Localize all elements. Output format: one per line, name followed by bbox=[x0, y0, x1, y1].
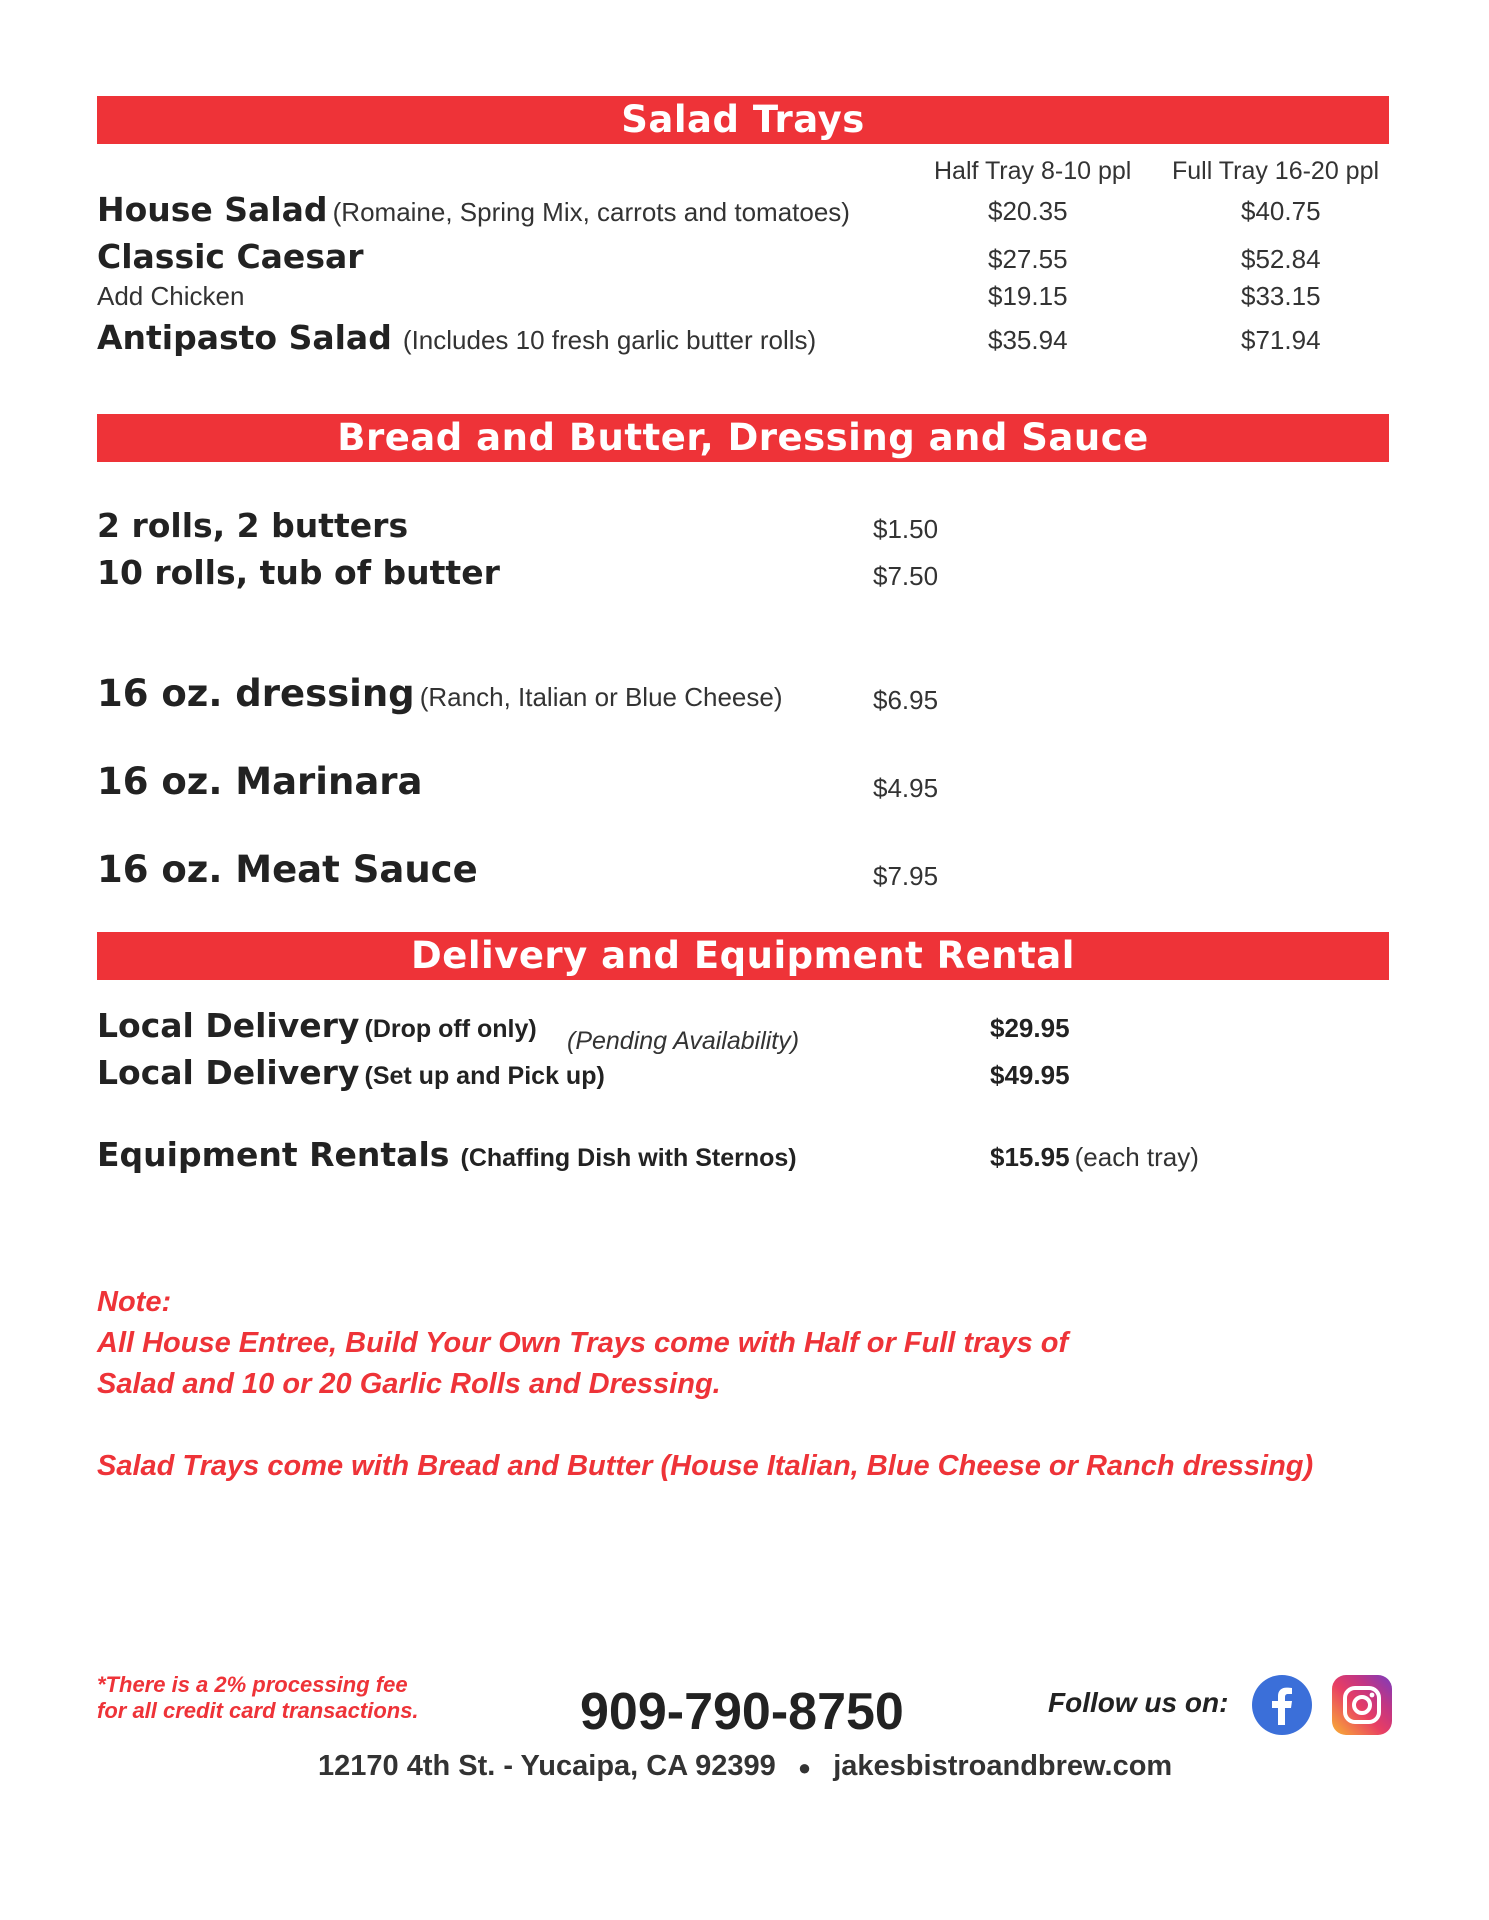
note-line: All House Entree, Build Your Own Trays come with Half or Full trays of bbox=[97, 1327, 1069, 1359]
note-line: Salad Trays come with Bread and Butter (House Italian, Blue Cheese or Ranch dressing) bbox=[97, 1450, 1314, 1482]
bread-item-dressing bbox=[97, 672, 783, 715]
item-description: (Ranch, Italian or Blue Cheese) bbox=[419, 682, 783, 712]
delivery-item-setup bbox=[97, 1053, 605, 1092]
item-description: (Romaine, Spring Mix, carrots and tomatoes) bbox=[332, 197, 850, 227]
price: $29.95 bbox=[990, 1013, 1070, 1043]
bread-item-10-rolls: 10 rolls, tub of butter bbox=[97, 553, 500, 592]
phone-number[interactable]: 909-790-8750 bbox=[580, 1683, 904, 1741]
price: $1.50 bbox=[873, 514, 939, 544]
item-name: House Salad bbox=[97, 190, 328, 229]
price-full: $40.75 bbox=[1241, 196, 1321, 226]
half-tray-column-header: Half Tray 8-10 ppl bbox=[934, 157, 1132, 185]
price-half: $35.94 bbox=[988, 325, 1068, 355]
price-full: $33.15 bbox=[1241, 281, 1321, 311]
price-half: $20.35 bbox=[988, 196, 1068, 226]
salad-item-antipasto bbox=[97, 318, 816, 357]
footer-address-line bbox=[318, 1750, 1172, 1783]
price-half: $19.15 bbox=[988, 281, 1068, 311]
item-description: (Includes 10 fresh garlic butter rolls) bbox=[402, 325, 817, 355]
pending-availability-note: (Pending Availability) bbox=[567, 1027, 800, 1055]
price: $6.95 bbox=[873, 685, 939, 715]
item-description: (Chaffing Dish with Sternos) bbox=[460, 1144, 797, 1172]
equipment-rental-item bbox=[97, 1135, 797, 1174]
item-name: Antipasto Salad bbox=[97, 318, 392, 357]
salad-item-add-chicken: Add Chicken bbox=[97, 281, 245, 311]
fee-line: *There is a 2% processing fee bbox=[97, 1672, 408, 1697]
item-name: Local Delivery bbox=[97, 1053, 360, 1092]
item-description: (Drop off only) bbox=[364, 1015, 537, 1043]
price: $15.95 bbox=[990, 1142, 1070, 1172]
price-half: $27.55 bbox=[988, 244, 1068, 274]
note-line: Salad and 10 or 20 Garlic Rolls and Dressing. bbox=[97, 1368, 721, 1400]
item-name: Equipment Rentals bbox=[97, 1135, 450, 1174]
item-description: (Set up and Pick up) bbox=[364, 1062, 605, 1090]
website-link[interactable]: jakesbistroandbrew.com bbox=[833, 1750, 1173, 1782]
instagram-icon[interactable] bbox=[1332, 1675, 1392, 1735]
salad-trays-header: Salad Trays bbox=[97, 96, 1389, 144]
price-full: $71.94 bbox=[1241, 325, 1321, 355]
item-name: Local Delivery bbox=[97, 1006, 360, 1045]
price: $4.95 bbox=[873, 773, 939, 803]
bread-item-marinara: 16 oz. Marinara bbox=[97, 760, 423, 803]
facebook-icon[interactable] bbox=[1252, 1675, 1312, 1735]
follow-us-label: Follow us on: bbox=[1048, 1687, 1229, 1718]
price: $7.95 bbox=[873, 861, 939, 891]
equipment-price bbox=[990, 1142, 1199, 1173]
bread-item-meat-sauce: 16 oz. Meat Sauce bbox=[97, 848, 478, 891]
street-address: 12170 4th St. - Yucaipa, CA 92399 bbox=[318, 1750, 776, 1782]
price: $7.50 bbox=[873, 561, 939, 591]
price-full: $52.84 bbox=[1241, 244, 1321, 274]
delivery-header: Delivery and Equipment Rental bbox=[97, 932, 1389, 980]
price: $49.95 bbox=[990, 1060, 1070, 1090]
processing-fee-note bbox=[97, 1672, 419, 1724]
bread-butter-header: Bread and Butter, Dressing and Sauce bbox=[97, 414, 1389, 462]
fee-line: for all credit card transactions. bbox=[97, 1698, 419, 1723]
item-name: 16 oz. dressing bbox=[97, 672, 415, 715]
salad-item-house bbox=[97, 190, 850, 229]
delivery-item-drop-off bbox=[97, 1006, 537, 1045]
note-heading: Note: bbox=[97, 1286, 172, 1318]
price-suffix: (each tray) bbox=[1074, 1142, 1199, 1172]
salad-item-caesar: Classic Caesar bbox=[97, 237, 364, 276]
full-tray-column-header: Full Tray 16-20 ppl bbox=[1172, 157, 1380, 185]
bread-item-2-rolls: 2 rolls, 2 butters bbox=[97, 506, 409, 545]
separator-bullet: ● bbox=[797, 1755, 812, 1780]
